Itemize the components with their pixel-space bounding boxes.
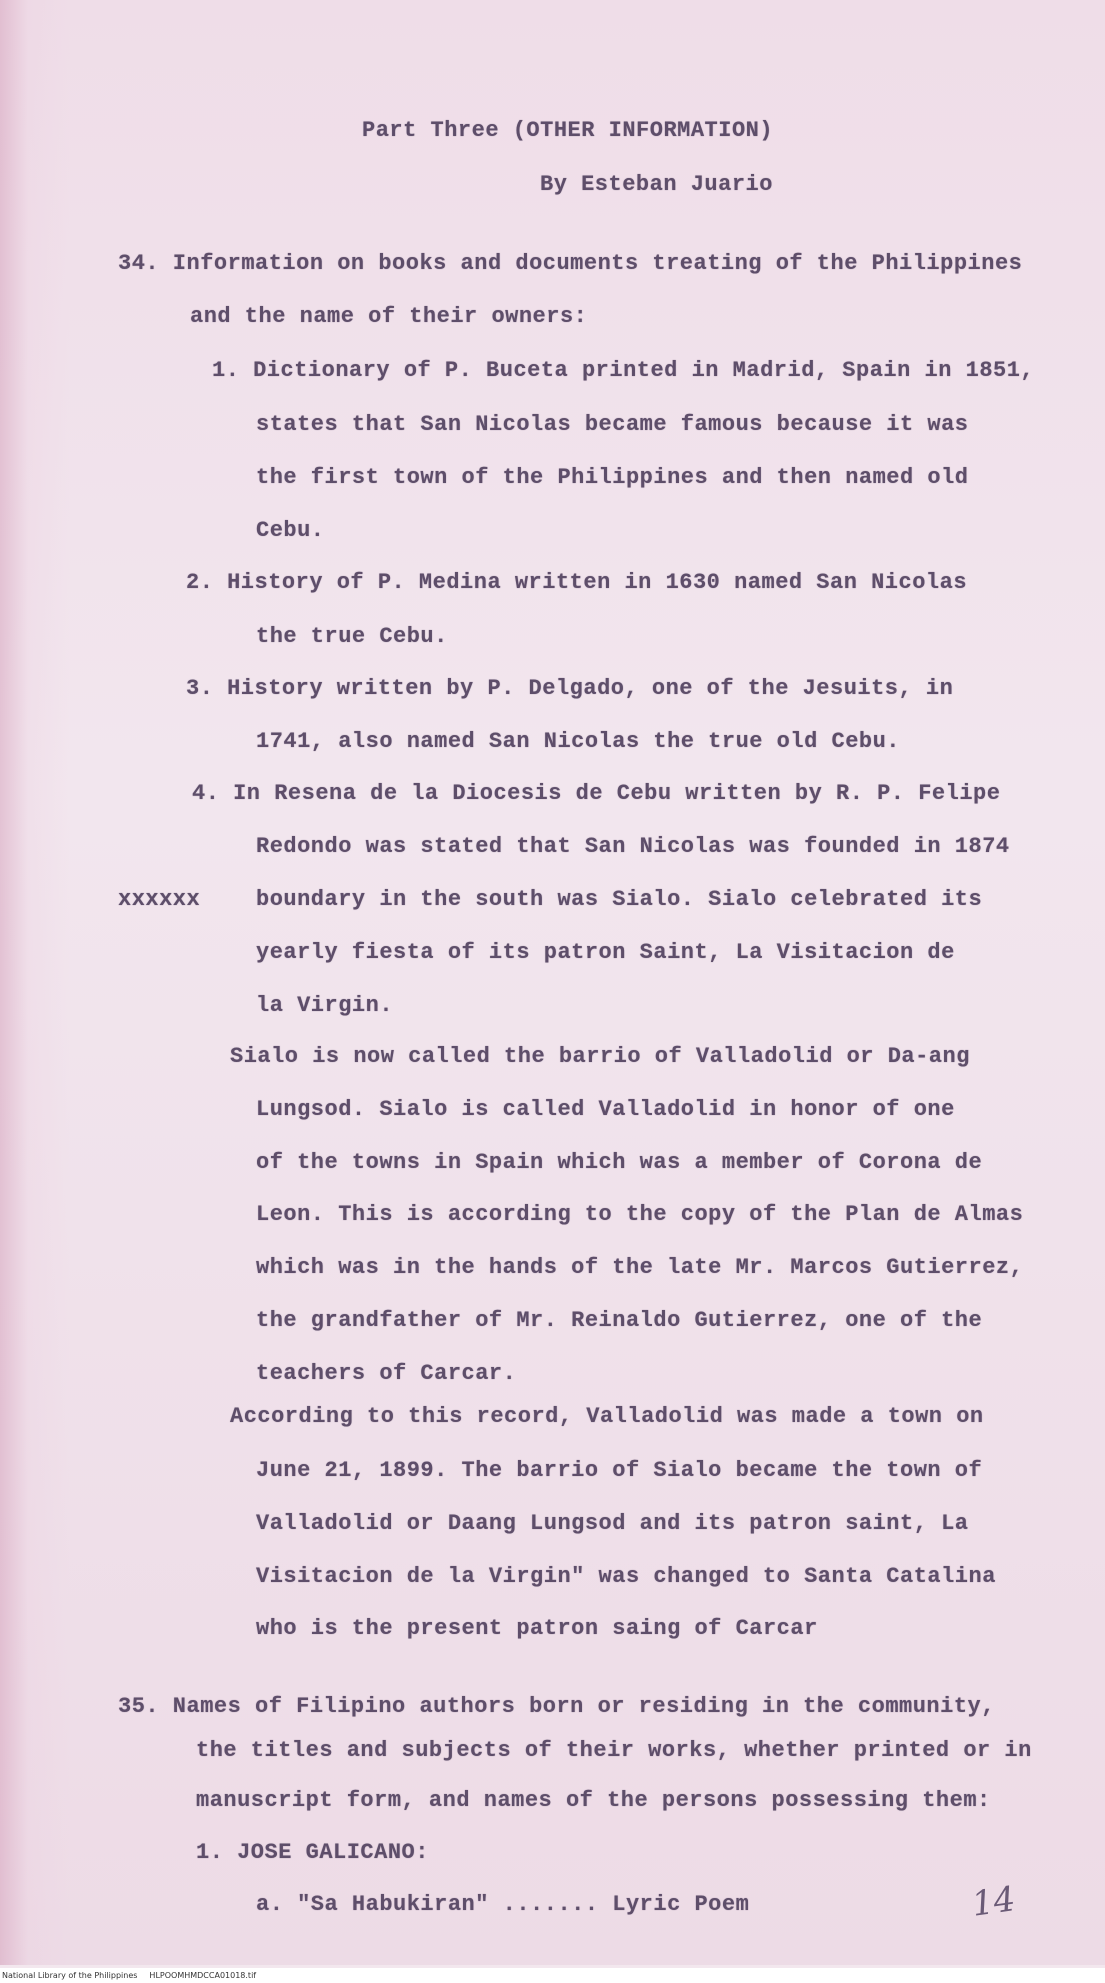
text-line: and the name of their owners:	[190, 304, 588, 329]
text-line: Redondo was stated that San Nicolas was founded in 1874	[256, 834, 1010, 859]
text-line: 34. Information on books and documents treating of the Philippines	[118, 251, 1023, 276]
text-line: the first town of the Philippines and then named old	[256, 465, 969, 490]
page-number: 14	[969, 1879, 1018, 1925]
text-line: la Virgin.	[256, 993, 394, 1018]
text-line: 2. History of P. Medina written in 1630 named San Nicolas	[186, 570, 968, 595]
scan-footer	[0, 1968, 1105, 1983]
text-line: which was in the hands of the late Mr. Marcos Gutierrez,	[256, 1255, 1024, 1280]
text-line: the grandfather of Mr. Reinaldo Gutierrez, one of the	[256, 1308, 983, 1333]
text-line: of the towns in Spain which was a member of Corona de	[256, 1150, 983, 1175]
text-line: 1741, also named San Nicolas the true old Cebu.	[256, 729, 901, 754]
text-line: Valladolid or Daang Lungsod and its patron saint, La	[256, 1511, 969, 1536]
text-line: a. "Sa Habukiran" ....... Lyric Poem	[256, 1892, 750, 1917]
text-line: boundary in the south was Sialo. Sialo celebrated its	[256, 887, 983, 912]
text-line: 1. JOSE GALICANO:	[196, 1840, 429, 1865]
text-line: teachers of Carcar.	[256, 1361, 517, 1386]
author-byline: By Esteban Juario	[540, 172, 773, 197]
text-line: yearly fiesta of its patron Saint, La Visitacion de	[256, 940, 955, 965]
text-line: Visitacion de la Virgin" was changed to Santa Catalina	[256, 1564, 996, 1589]
text-line: Sialo is now called the barrio of Valladolid or Da-ang	[230, 1044, 970, 1069]
text-line: Lungsod. Sialo is called Valladolid in honor of one	[256, 1097, 955, 1122]
text-line: According to this record, Valladolid was made a town on	[230, 1404, 984, 1429]
text-line: 35. Names of Filipino authors born or residing in the community,	[118, 1694, 995, 1719]
text-line: June 21, 1899. The barrio of Sialo became the town of	[256, 1458, 983, 1483]
text-line: manuscript form, and names of the persons possessing them:	[196, 1788, 991, 1813]
text-line: Leon. This is according to the copy of the Plan de Almas	[256, 1202, 1024, 1227]
margin-note: xxxxxx	[118, 887, 201, 912]
text-line: Cebu.	[256, 518, 325, 543]
page-title: Part Three (OTHER INFORMATION)	[362, 118, 774, 143]
text-line: 3. History written by P. Delgado, one of the Jesuits, in	[186, 676, 954, 701]
text-line: 4. In Resena de la Diocesis de Cebu written by R. P. Felipe	[192, 781, 1001, 806]
footer-filename: HLPOOMHMDCCA01018.tif	[149, 1971, 257, 1980]
text-line: 1. Dictionary of P. Buceta printed in Madrid, Spain in 1851,	[212, 358, 1035, 383]
text-line: the true Cebu.	[256, 624, 448, 649]
text-line: states that San Nicolas became famous because it was	[256, 412, 969, 437]
footer-institution: National Library of the Philippines	[2, 1971, 138, 1980]
text-line: who is the present patron saing of Carcar	[256, 1616, 818, 1641]
text-line: the titles and subjects of their works, whether printed or in	[196, 1738, 1032, 1763]
